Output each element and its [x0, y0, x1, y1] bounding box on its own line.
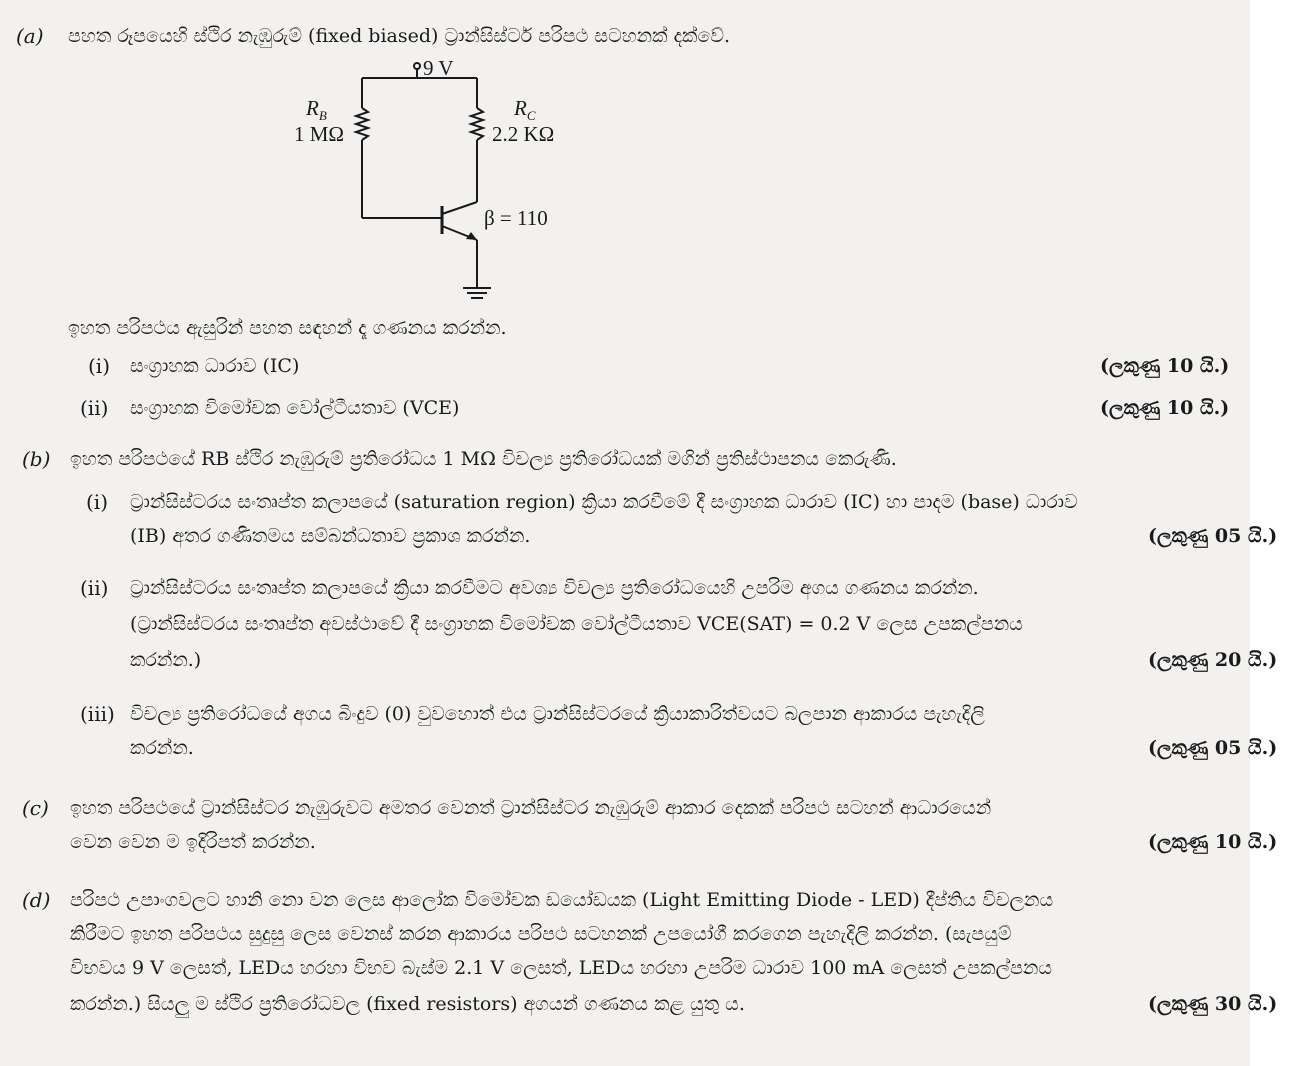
b-item-1-marks: (ලකුණු 05 යි.) [1148, 525, 1278, 547]
rc-value: 2.2 KΩ [492, 122, 555, 146]
question-d-line-1: පරිපථ උපාංගවලට හානි නො වන ලෙස ආලෝක විමෝචක ඩයෝඩයක (Light Emitting Diode - LED) දීප්තිය විචලනය [70, 889, 1054, 911]
b-item-3-label: (iii) [80, 702, 115, 726]
b-item-2-marks: (ලකුණු 20 යි.) [1148, 649, 1278, 671]
b-item-2-label: (ii) [80, 576, 109, 600]
b-item-3-line-1: විචල්‍ය ප්‍රතිරෝධයේ අගය බිංදුව (0) වුවහොත් එය ට්‍රාන්සිස්ටරයේ ක්‍රියාකාරිත්වයට බලපාන ආකාරය පැහැදිලි [130, 703, 985, 725]
b-item-3-marks: (ලකුණු 05 යි.) [1148, 737, 1278, 759]
a-item-2-marks: (ලකුණු 10 යි.) [1100, 397, 1230, 419]
question-d-label: (d) [22, 888, 51, 912]
supply-voltage-label: 9 V [423, 56, 454, 80]
rc-label: $R_C$ [514, 96, 536, 124]
rb-value: 1 MΩ [294, 122, 345, 146]
b-item-3-line-2: කරන්න. [130, 737, 194, 759]
a-item-1-text: සංග්‍රාහක ධාරාව (IC) [130, 355, 300, 377]
question-d-line-3: විභවය 9 V ලෙසත්, LEDය හරහා විභව බැස්ම 2.1 V ලෙසත්, LEDය හරහා උපරිම ධාරාව 100 mA ලෙසත් උපකල්පනය [70, 957, 1053, 979]
b-item-2-line-2: (ට්‍රාන්සිස්ටරය සංතෘප්ත අවස්ථාවේ දී සංග්‍රාහක විමෝචක වෝල්ටීයතාව VCE(SAT) = 0.2 V ලෙස උපකල්පනය [130, 613, 1023, 635]
question-a-label: (a) [16, 24, 44, 48]
question-a-prompt: ඉහත පරිපථය ඇසුරින් පහත සඳහන් දෑ ගණනය කරන්න. [68, 317, 507, 339]
question-b-label: (b) [22, 447, 51, 471]
rb-label: $R_B$ [306, 96, 327, 124]
question-c-label: (c) [22, 796, 49, 820]
question-b-intro: ඉහත පරිපථයේ RB ස්ථිර නැඹුරුම් ප්‍රතිරෝධය 1 MΩ විචල්‍ය ප්‍රතිරෝධයක් මගින් ප්‍රතිස්ථාපනය කෙරුණි. [70, 448, 897, 470]
b-item-1-label: (i) [86, 490, 109, 514]
question-c-line-2: වෙන වෙන ම ඉදිරිපත් කරන්න. [70, 831, 316, 853]
beta-label: β = 110 [484, 206, 548, 230]
a-item-1-label: (i) [88, 354, 111, 378]
question-c-line-1: ඉහත පරිපථයේ ට්‍රාන්සිස්ටර නැඹුරුවට අමතර වෙනත් ට්‍රාන්සිස්ටර නැඹුරුම් ආකාර දෙකක් පරිපථ සටහන් ආධාරයෙන් [70, 797, 992, 819]
a-item-2-text: සංග්‍රාහක විමෝචක වෝල්ටීයතාව (VCE) [130, 397, 460, 419]
question-d-line-4: කරන්න.) සියලු ම ස්ථිර ප්‍රතිරෝධවල (fixed resistors) අගයන් ගණනය කළ යුතු ය. [70, 993, 745, 1015]
a-item-2-label: (ii) [80, 396, 109, 420]
transistor-circuit-diagram [270, 56, 590, 316]
b-item-2-line-3: කරන්න.) [130, 649, 202, 671]
question-d-line-2: කිරීමට ඉහත පරිපථය සුදුසු ලෙස වෙනස් කරන ආකාරය පරිපථ සටහනක් උපයෝගී කරගෙන පැහැදිලි කරන්න. (සැපයුම් [70, 923, 1012, 945]
a-item-1-marks: (ලකුණු 10 යි.) [1100, 355, 1230, 377]
question-a-intro: පහත රූපයෙහි ස්ථිර නැඹුරුම් (fixed biased) ට්‍රාන්සිස්ටර් පරිපථ සටහනක් දක්වේ. [68, 25, 731, 47]
b-item-1-line-2: (IB) අතර ගණිතමය සම්බන්ධතාව ප්‍රකාශ කරන්න. [130, 525, 531, 547]
question-c-marks: (ලකුණු 10 යි.) [1148, 831, 1278, 853]
b-item-1-line-1: ට්‍රාන්සිස්ටරය සංතෘප්ත කලාපයේ (saturation region) ක්‍රියා කරවීමේ දී සංග්‍රාහක ධාරාව (IC) හා පාදම (base) ධාරාව [130, 491, 1078, 513]
question-d-marks: (ලකුණු 30 යි.) [1148, 993, 1278, 1015]
b-item-2-line-1: ට්‍රාන්සිස්ටරය සංතෘප්ත කලාපයේ ක්‍රියා කරවීමට අවශ්‍ය විචල්‍ය ප්‍රතිරෝධයෙහි උපරිම අගය ගණනය කරන්න. [130, 577, 979, 599]
